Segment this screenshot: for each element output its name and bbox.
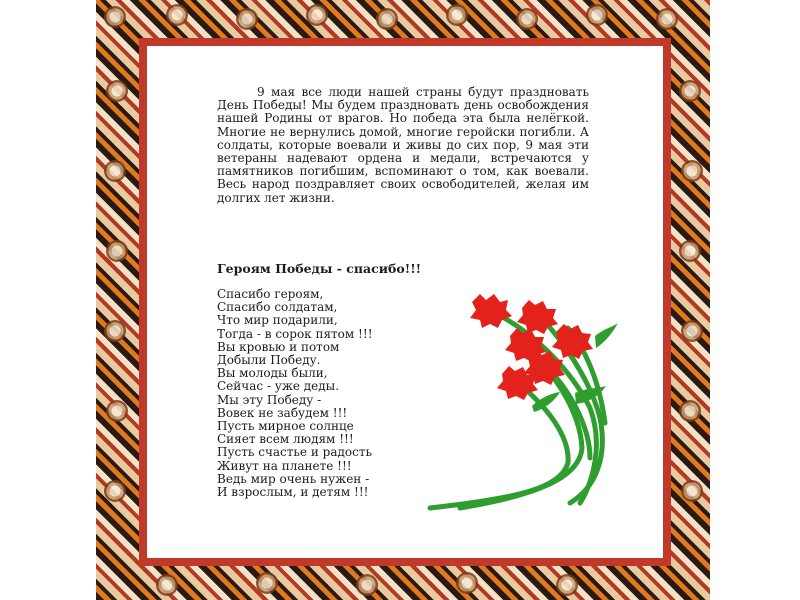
poem-line: Пусть мирное солнце — [217, 419, 354, 434]
poem-line: Сияет всем людям !!! — [217, 432, 354, 447]
carnation-icon — [470, 294, 512, 328]
medal-icon — [356, 574, 378, 596]
medal-icon — [586, 4, 608, 26]
poem-line: Сейчас - уже деды. — [217, 379, 340, 394]
medal-icon — [166, 4, 188, 26]
medal-icon — [456, 572, 478, 594]
poem-line: Спасибо солдатам, — [217, 300, 338, 315]
medal-icon — [681, 320, 703, 342]
medal-icon — [106, 240, 128, 262]
medal-icon — [446, 4, 468, 26]
poem-line: Добыли Победу. — [217, 353, 321, 368]
poem-title: Героям Победы - спасибо!!! — [217, 261, 422, 276]
medal-icon — [516, 8, 538, 30]
poem — [217, 288, 373, 499]
poem-line: Мы эту Победу - — [217, 392, 322, 407]
poem-line: Тогда - в сорок пятом !!! — [217, 326, 373, 341]
medal-icon — [104, 320, 126, 342]
medal-icon — [106, 80, 128, 102]
poem-line: Что мир подарили, — [217, 313, 338, 328]
medal-icon — [306, 4, 328, 26]
medal-icon — [681, 480, 703, 502]
medal-icon — [156, 574, 178, 596]
poem-line: Пусть счастье и радость — [217, 445, 373, 460]
medal-icon — [104, 160, 126, 182]
medal-icon — [106, 400, 128, 422]
medal-icon — [256, 572, 278, 594]
poem-line: Вы молоды были, — [217, 366, 328, 381]
poem-line: Живут на планете !!! — [217, 458, 352, 473]
medal-icon — [656, 8, 678, 30]
medal-icon — [681, 160, 703, 182]
medal-icon — [679, 80, 701, 102]
poem-line: Спасибо героям, — [217, 287, 324, 301]
medal-icon — [679, 400, 701, 422]
poem-line: И взрослым, и детям !!! — [217, 485, 369, 500]
poem-line: Вовек не забудем !!! — [217, 405, 348, 420]
intro-paragraph: 9 мая все люди нашей страны будут праздновать День Победы! Мы будем праздновать день освобождения нашей Родины от врагов. Но победа эта была нелёгкой. Многие не вернулись домой, многие геройски погибли. А солдаты, которые воевали и живы до сих пор, 9 мая эти ветераны надевают ордена и медали, встречаются у памятников погибшим, вспоминают о том, как воевали. Весь народ поздравляет своих освободителей, желая им долгих лет жизни. — [217, 85, 589, 205]
medal-icon — [104, 480, 126, 502]
carnations-illustration — [420, 288, 630, 518]
medal-icon — [679, 240, 701, 262]
poem-line: Вы кровью и потом — [217, 339, 340, 354]
poem-line: Ведь мир очень нужен - — [217, 471, 370, 486]
medal-icon — [556, 574, 578, 596]
medal-icon — [236, 8, 258, 30]
medal-icon — [104, 6, 126, 28]
medal-icon — [376, 8, 398, 30]
